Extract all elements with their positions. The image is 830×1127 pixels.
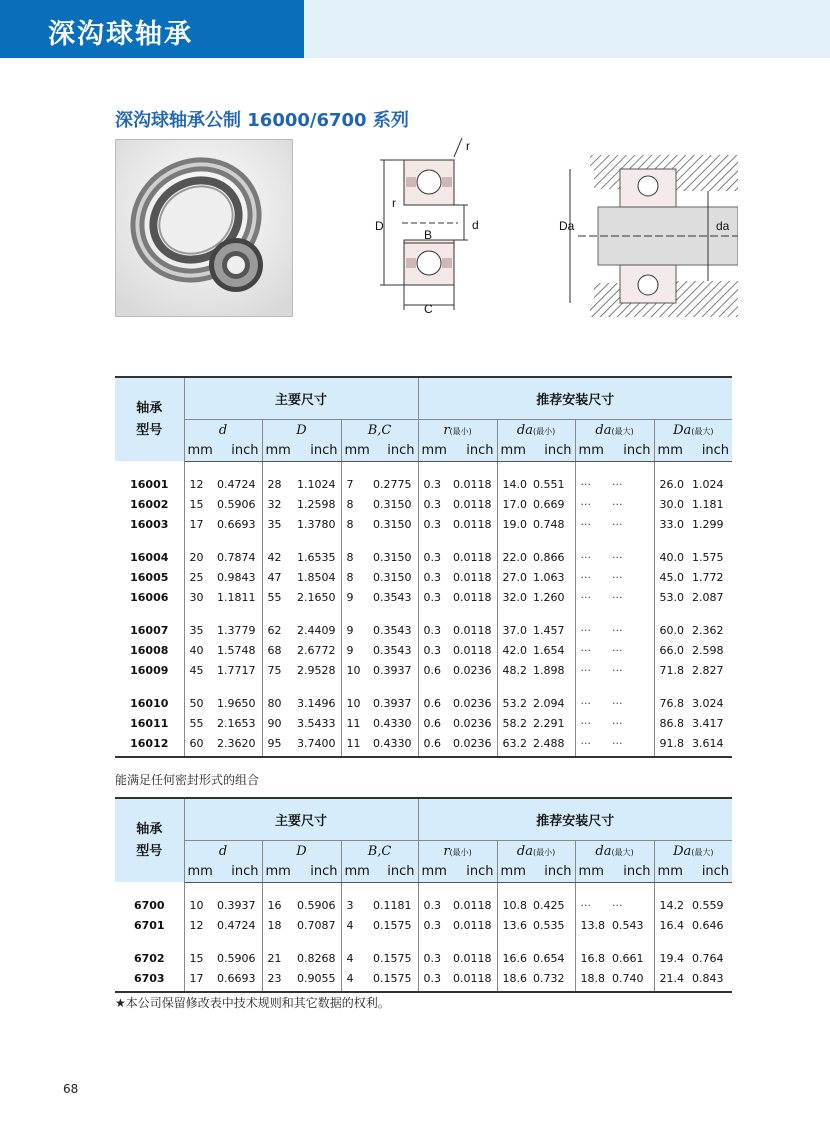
value-cell: 0.5906 bbox=[217, 497, 256, 511]
value-cell: 35 bbox=[189, 623, 204, 637]
table-row bbox=[115, 494, 732, 514]
value-cell: ··· bbox=[575, 733, 607, 753]
value-cell: ··· bbox=[575, 895, 607, 915]
value-cell: 17.0 bbox=[497, 494, 528, 514]
value-cell: 16.6 bbox=[497, 948, 528, 968]
value-cell: 1.260 bbox=[533, 590, 565, 604]
value-cell: 23 bbox=[262, 968, 292, 988]
value-cell: 16.4 bbox=[654, 915, 687, 935]
value-cell: 0.0118 bbox=[453, 951, 492, 965]
value-cell: 1.5748 bbox=[217, 643, 256, 657]
value-cell: 80 bbox=[262, 693, 292, 713]
value-cell: 0.3543 bbox=[373, 590, 412, 604]
copyright-note: ★本公司保留修改表中技术规则和其它数据的权利。 bbox=[115, 996, 390, 1010]
value-cell: 37.0 bbox=[497, 620, 528, 640]
value-cell: 0.2775 bbox=[373, 477, 412, 491]
value-cell: 0.654 bbox=[533, 951, 565, 965]
value-cell: 14.2 bbox=[654, 895, 687, 915]
value-cell: 13.6 bbox=[497, 915, 528, 935]
value-cell: 2.1650 bbox=[297, 590, 336, 604]
model-cell: 16009 bbox=[115, 660, 184, 680]
table-row bbox=[115, 640, 732, 660]
table-row bbox=[115, 474, 732, 494]
label-Da: Da bbox=[559, 219, 575, 233]
value-cell: 12 bbox=[189, 918, 204, 932]
value-cell: ··· bbox=[575, 620, 607, 640]
value-cell: 4 bbox=[341, 968, 368, 988]
value-cell: ··· bbox=[575, 547, 607, 567]
value-cell: 60 bbox=[189, 736, 204, 750]
value-cell: 19.0 bbox=[497, 514, 528, 534]
value-cell: 12 bbox=[189, 477, 204, 491]
value-cell: 0.1575 bbox=[373, 918, 412, 932]
value-cell: 8 bbox=[341, 494, 368, 514]
value-cell: 0.535 bbox=[533, 918, 565, 932]
value-cell: 40 bbox=[189, 643, 204, 657]
value-cell: 0.3 bbox=[418, 895, 448, 915]
value-cell: 0.3 bbox=[418, 620, 448, 640]
value-cell: 50 bbox=[189, 696, 204, 710]
model-cell: 16005 bbox=[115, 567, 184, 587]
value-cell: 2.3620 bbox=[217, 736, 256, 750]
value-cell: 15 bbox=[189, 951, 204, 965]
value-cell: ··· bbox=[575, 587, 607, 607]
value-cell: 2.362 bbox=[692, 623, 724, 637]
value-cell: 0.3 bbox=[418, 494, 448, 514]
value-cell: 0.732 bbox=[533, 971, 565, 985]
page-number: 68 bbox=[63, 1082, 79, 1096]
value-cell: 0.1575 bbox=[373, 971, 412, 985]
value-cell: 1.575 bbox=[692, 550, 724, 564]
value-cell: 2.094 bbox=[533, 696, 565, 710]
value-cell: 1.1811 bbox=[217, 590, 256, 604]
bearing-photo bbox=[115, 139, 293, 317]
main-dims-header: 主要尺寸 bbox=[184, 377, 418, 419]
value-cell: 55 bbox=[189, 716, 204, 730]
value-cell: 53.0 bbox=[654, 587, 687, 607]
value-cell: 14.0 bbox=[497, 474, 528, 494]
value-cell: 27.0 bbox=[497, 567, 528, 587]
value-cell: 0.4724 bbox=[217, 477, 256, 491]
value-cell: 0.6 bbox=[418, 713, 448, 733]
model-cell: 16011 bbox=[115, 713, 184, 733]
value-cell: 0.3150 bbox=[373, 497, 412, 511]
label-d: d bbox=[472, 218, 479, 232]
table-row bbox=[115, 915, 732, 935]
value-cell: 0.9843 bbox=[217, 570, 256, 584]
model-cell: 6701 bbox=[115, 915, 184, 935]
value-cell: 4 bbox=[341, 948, 368, 968]
value-cell: ··· bbox=[612, 550, 623, 564]
value-cell: ··· bbox=[612, 590, 623, 604]
value-cell: 48.2 bbox=[497, 660, 528, 680]
value-cell: 1.654 bbox=[533, 643, 565, 657]
label-B: B bbox=[424, 228, 433, 242]
value-cell: 68 bbox=[262, 640, 292, 660]
model-cell: 6703 bbox=[115, 968, 184, 988]
installation-diagram bbox=[558, 155, 738, 317]
value-cell: ··· bbox=[575, 713, 607, 733]
value-cell: 1.898 bbox=[533, 663, 565, 677]
value-cell: 33.0 bbox=[654, 514, 687, 534]
value-cell: 0.3543 bbox=[373, 623, 412, 637]
value-cell: 0.6693 bbox=[217, 971, 256, 985]
value-cell: 10 bbox=[341, 693, 368, 713]
value-cell: 1.2598 bbox=[297, 497, 336, 511]
value-cell: ··· bbox=[575, 660, 607, 680]
value-cell: 9 bbox=[341, 620, 368, 640]
value-cell: 1.063 bbox=[533, 570, 565, 584]
value-cell: 28 bbox=[262, 474, 292, 494]
value-cell: 25 bbox=[189, 570, 204, 584]
value-cell: 0.3 bbox=[418, 514, 448, 534]
value-cell: 30.0 bbox=[654, 494, 687, 514]
main-dims-header: 主要尺寸 bbox=[184, 798, 418, 840]
value-cell: 0.0118 bbox=[453, 477, 492, 491]
table-row bbox=[115, 713, 732, 733]
model-cell: 16010 bbox=[115, 693, 184, 713]
value-cell: 71.8 bbox=[654, 660, 687, 680]
value-cell: ··· bbox=[612, 643, 623, 657]
value-cell: 26.0 bbox=[654, 474, 687, 494]
label-r-top: r bbox=[466, 139, 470, 153]
value-cell: 1.8504 bbox=[297, 570, 336, 584]
table-row bbox=[115, 968, 732, 988]
value-cell: 17 bbox=[189, 517, 204, 531]
value-cell: 4 bbox=[341, 915, 368, 935]
value-cell: 0.764 bbox=[692, 951, 724, 965]
value-cell: 42.0 bbox=[497, 640, 528, 660]
value-cell: 1.457 bbox=[533, 623, 565, 637]
value-cell: 1.024 bbox=[692, 477, 724, 491]
value-cell: 0.6 bbox=[418, 693, 448, 713]
value-cell: 0.843 bbox=[692, 971, 724, 985]
value-cell: 0.559 bbox=[692, 898, 724, 912]
value-cell: 2.4409 bbox=[297, 623, 336, 637]
value-cell: 42 bbox=[262, 547, 292, 567]
model-cell: 16007 bbox=[115, 620, 184, 640]
value-cell: 76.8 bbox=[654, 693, 687, 713]
value-cell: 0.6693 bbox=[217, 517, 256, 531]
value-cell: 0.0118 bbox=[453, 590, 492, 604]
value-cell: 2.6772 bbox=[297, 643, 336, 657]
value-cell: 0.0118 bbox=[453, 623, 492, 637]
value-cell: 0.0118 bbox=[453, 918, 492, 932]
table-row bbox=[115, 693, 732, 713]
value-cell: 0.3 bbox=[418, 474, 448, 494]
value-cell: 0.0118 bbox=[453, 643, 492, 657]
value-cell: 91.8 bbox=[654, 733, 687, 753]
label-r-side: r bbox=[392, 196, 396, 210]
value-cell: 21.4 bbox=[654, 968, 687, 988]
value-cell: 75 bbox=[262, 660, 292, 680]
value-cell: 10 bbox=[189, 898, 204, 912]
table-row bbox=[115, 948, 732, 968]
value-cell: 35 bbox=[262, 514, 292, 534]
value-cell: 0.3 bbox=[418, 547, 448, 567]
value-cell: 1.181 bbox=[692, 497, 724, 511]
table-row bbox=[115, 587, 732, 607]
value-cell: 18.8 bbox=[575, 968, 607, 988]
value-cell: 47 bbox=[262, 567, 292, 587]
value-cell: 2.827 bbox=[692, 663, 724, 677]
value-cell: ··· bbox=[612, 898, 623, 912]
value-cell: ··· bbox=[575, 494, 607, 514]
value-cell: 16.8 bbox=[575, 948, 607, 968]
bearing-table-16000: 轴承 型号 主要尺寸 推荐安装尺寸 d D B,C r(最小) da(最小) da(最大) Da(最大) mm inch mm inch mm inch mm inch mm inch mm inch mm inch 16001 12 0.4724 28 1.1024 7 0.2775 0.3 0.0118 14.0 0.551 ··· ··· 26.0 1.024 16002 15 0.5906 32 1.2598 8 0.3150 0.3 0.0118 17.0 0.669 ··· ··· 30.0 1.181 16003 17 0.6693 35 1.3780 8 0.3150 0.3 0.0118 19.0 0.748 ··· ··· 33.0 1.299 16004 20 0.7874 42 1.6535 8 0.3150 0.3 0.0118 22.0 0.866 ··· ··· 40.0 1.575 16005 25 0.9843 47 1.8504 8 0.3150 0.3 0.0118 27.0 1.063 ··· ··· 45.0 1.772 16006 30 1.1811 55 2.1650 9 0.3543 0.3 0.0118 32.0 1.260 ··· ··· 53.0 2.087 16007 35 1.3779 62 2.4409 9 0.3543 0.3 0.0118 37.0 1.457 ··· ··· 60.0 2.362 16008 40 1.5748 68 2.6772 9 0.3543 0.3 0.0118 42.0 1.654 ··· ··· 66.0 2.598 16009 45 1.7717 75 2.9528 10 0.3937 0.6 0.0236 48.2 1.898 ··· ··· 71.8 2.827 16010 50 1.9650 80 3.1496 10 0.3937 0.6 0.0236 53.2 2.094 ··· ··· 76.8 3.024 16011 55 2.1653 90 3.5433 11 0.4330 0.6 0.0236 58.2 2.291 ··· ··· 86.8 3.417 16012 60 2.3620 95 3.7400 11 0.4330 0.6 0.0236 63.2 2.488 ··· ··· 91.8 3.614 bbox=[115, 376, 732, 758]
value-cell: 11 bbox=[341, 733, 368, 753]
value-cell: 0.3 bbox=[418, 587, 448, 607]
value-cell: 8 bbox=[341, 547, 368, 567]
value-cell: 0.1181 bbox=[373, 898, 412, 912]
value-cell: 8 bbox=[341, 514, 368, 534]
value-cell: 0.4330 bbox=[373, 736, 412, 750]
value-cell: 0.425 bbox=[533, 898, 565, 912]
value-cell: ··· bbox=[612, 736, 623, 750]
value-cell: 1.6535 bbox=[297, 550, 336, 564]
value-cell: 0.0118 bbox=[453, 898, 492, 912]
value-cell: 1.3780 bbox=[297, 517, 336, 531]
value-cell: 0.543 bbox=[612, 918, 644, 932]
value-cell: 17 bbox=[189, 971, 204, 985]
value-cell: 3.024 bbox=[692, 696, 724, 710]
value-cell: 0.748 bbox=[533, 517, 565, 531]
value-cell: 0.3937 bbox=[217, 898, 256, 912]
value-cell: 0.3150 bbox=[373, 570, 412, 584]
label-D: D bbox=[375, 219, 384, 233]
value-cell: 32 bbox=[262, 494, 292, 514]
value-cell: 30 bbox=[189, 590, 204, 604]
value-cell: 16 bbox=[262, 895, 292, 915]
value-cell: 1.7717 bbox=[217, 663, 256, 677]
value-cell: 2.9528 bbox=[297, 663, 336, 677]
value-cell: ··· bbox=[612, 517, 623, 531]
value-cell: 95 bbox=[262, 733, 292, 753]
model-cell: 16006 bbox=[115, 587, 184, 607]
model-cell: 16012 bbox=[115, 733, 184, 753]
value-cell: 18 bbox=[262, 915, 292, 935]
model-cell: 16002 bbox=[115, 494, 184, 514]
table-row bbox=[115, 567, 732, 587]
value-cell: ··· bbox=[575, 567, 607, 587]
value-cell: 3.7400 bbox=[297, 736, 336, 750]
value-cell: 1.3779 bbox=[217, 623, 256, 637]
value-cell: 0.0118 bbox=[453, 570, 492, 584]
label-da: da bbox=[716, 219, 730, 233]
value-cell: 3.1496 bbox=[297, 696, 336, 710]
value-cell: 0.551 bbox=[533, 477, 565, 491]
value-cell: 9 bbox=[341, 587, 368, 607]
value-cell: 8 bbox=[341, 567, 368, 587]
value-cell: 0.3 bbox=[418, 948, 448, 968]
value-cell: 62 bbox=[262, 620, 292, 640]
value-cell: 55 bbox=[262, 587, 292, 607]
value-cell: ··· bbox=[612, 477, 623, 491]
value-cell: 86.8 bbox=[654, 713, 687, 733]
value-cell: 0.0236 bbox=[453, 716, 492, 730]
value-cell: 40.0 bbox=[654, 547, 687, 567]
value-cell: 3.417 bbox=[692, 716, 724, 730]
value-cell: 0.0118 bbox=[453, 517, 492, 531]
page-header-title: 深沟球轴承 bbox=[48, 19, 193, 50]
value-cell: 20 bbox=[189, 550, 204, 564]
value-cell: 0.9055 bbox=[297, 971, 336, 985]
value-cell: 0.8268 bbox=[297, 951, 336, 965]
value-cell: ··· bbox=[612, 663, 623, 677]
value-cell: 90 bbox=[262, 713, 292, 733]
value-cell: 0.6 bbox=[418, 733, 448, 753]
value-cell: 10 bbox=[341, 660, 368, 680]
value-cell: 19.4 bbox=[654, 948, 687, 968]
value-cell: 60.0 bbox=[654, 620, 687, 640]
model-cell: 6702 bbox=[115, 948, 184, 968]
value-cell: 2.291 bbox=[533, 716, 565, 730]
value-cell: 0.740 bbox=[612, 971, 644, 985]
bearing-section-diagram bbox=[372, 135, 492, 320]
value-cell: 0.4724 bbox=[217, 918, 256, 932]
value-cell: 0.0236 bbox=[453, 736, 492, 750]
value-cell: 0.3150 bbox=[373, 517, 412, 531]
value-cell: 1.1024 bbox=[297, 477, 336, 491]
value-cell: ··· bbox=[575, 514, 607, 534]
value-cell: ··· bbox=[575, 693, 607, 713]
value-cell: 0.1575 bbox=[373, 951, 412, 965]
model-header: 轴承 型号 bbox=[115, 798, 184, 882]
value-cell: 0.0236 bbox=[453, 663, 492, 677]
value-cell: 18.6 bbox=[497, 968, 528, 988]
value-cell: 0.669 bbox=[533, 497, 565, 511]
table-row bbox=[115, 514, 732, 534]
value-cell: 2.598 bbox=[692, 643, 724, 657]
value-cell: 2.488 bbox=[533, 736, 565, 750]
value-cell: 45.0 bbox=[654, 567, 687, 587]
value-cell: 63.2 bbox=[497, 733, 528, 753]
value-cell: 0.0118 bbox=[453, 550, 492, 564]
value-cell: 0.3 bbox=[418, 640, 448, 660]
model-cell: 16003 bbox=[115, 514, 184, 534]
value-cell: 7 bbox=[341, 474, 368, 494]
value-cell: 22.0 bbox=[497, 547, 528, 567]
value-cell: 2.1653 bbox=[217, 716, 256, 730]
value-cell: 15 bbox=[189, 497, 204, 511]
value-cell: 13.8 bbox=[575, 915, 607, 935]
value-cell: ··· bbox=[612, 623, 623, 637]
value-cell: 0.5906 bbox=[217, 951, 256, 965]
model-cell: 6700 bbox=[115, 895, 184, 915]
value-cell: 0.3937 bbox=[373, 696, 412, 710]
value-cell: 1.299 bbox=[692, 517, 724, 531]
bearing-table-6700: 轴承 型号 主要尺寸 推荐安装尺寸 d D B,C r(最小) da(最小) da(最大) Da(最大) mm inch mm inch mm inch mm inch mm inch mm inch mm inch 6700 10 0.3937 16 0.5906 3 0.1181 0.3 0.0118 10.8 0.425 ··· ··· 14.2 0.559 6701 12 0.4724 18 0.7087 4 0.1575 0.3 0.0118 13.6 0.535 13.8 0.543 16.4 0.646 6702 15 0.5906 21 0.8268 4 0.1575 0.3 0.0118 16.6 0.654 16.8 0.661 19.4 0.764 6703 17 0.6693 23 0.9055 4 0.1575 0.3 0.0118 18.6 0.732 18.8 0.740 21.4 0.843 bbox=[115, 797, 732, 993]
value-cell: ··· bbox=[612, 716, 623, 730]
table-row bbox=[115, 660, 732, 680]
value-cell: 0.6 bbox=[418, 660, 448, 680]
value-cell: 0.646 bbox=[692, 918, 724, 932]
value-cell: 21 bbox=[262, 948, 292, 968]
value-cell: 0.3 bbox=[418, 567, 448, 587]
value-cell: 0.0118 bbox=[453, 971, 492, 985]
value-cell: 0.7087 bbox=[297, 918, 336, 932]
value-cell: 0.0118 bbox=[453, 497, 492, 511]
value-cell: 53.2 bbox=[497, 693, 528, 713]
value-cell: 3 bbox=[341, 895, 368, 915]
model-cell: 16008 bbox=[115, 640, 184, 660]
value-cell: 66.0 bbox=[654, 640, 687, 660]
value-cell: 1.772 bbox=[692, 570, 724, 584]
value-cell: ··· bbox=[575, 640, 607, 660]
value-cell: 10.8 bbox=[497, 895, 528, 915]
header-tab bbox=[0, 0, 304, 58]
section-title: 深沟球轴承公制 16000/6700 系列 bbox=[115, 110, 409, 131]
value-cell: ··· bbox=[612, 497, 623, 511]
value-cell: ··· bbox=[575, 474, 607, 494]
value-cell: 0.0236 bbox=[453, 696, 492, 710]
install-dims-header: 推荐安装尺寸 bbox=[418, 798, 732, 840]
model-cell: 16001 bbox=[115, 474, 184, 494]
label-C: C bbox=[424, 302, 433, 316]
value-cell: 9 bbox=[341, 640, 368, 660]
table-row bbox=[115, 733, 732, 753]
value-cell: 0.3543 bbox=[373, 643, 412, 657]
value-cell: 0.4330 bbox=[373, 716, 412, 730]
value-cell: 0.7874 bbox=[217, 550, 256, 564]
install-dims-header: 推荐安装尺寸 bbox=[418, 377, 732, 419]
value-cell: 1.9650 bbox=[217, 696, 256, 710]
value-cell: 0.3150 bbox=[373, 550, 412, 564]
table-row bbox=[115, 620, 732, 640]
value-cell: 0.3 bbox=[418, 915, 448, 935]
value-cell: 45 bbox=[189, 663, 204, 677]
value-cell: 0.661 bbox=[612, 951, 644, 965]
value-cell: 2.087 bbox=[692, 590, 724, 604]
value-cell: 32.0 bbox=[497, 587, 528, 607]
table-row bbox=[115, 547, 732, 567]
note-seal-combination: 能满足任何密封形式的组合 bbox=[115, 773, 260, 787]
model-cell: 16004 bbox=[115, 547, 184, 567]
value-cell: 11 bbox=[341, 713, 368, 733]
table-row bbox=[115, 895, 732, 915]
value-cell: ··· bbox=[612, 696, 623, 710]
value-cell: 0.3937 bbox=[373, 663, 412, 677]
value-cell: 0.5906 bbox=[297, 898, 336, 912]
value-cell: 58.2 bbox=[497, 713, 528, 733]
value-cell: 3.5433 bbox=[297, 716, 336, 730]
value-cell: 0.866 bbox=[533, 550, 565, 564]
value-cell: ··· bbox=[612, 570, 623, 584]
value-cell: 3.614 bbox=[692, 736, 724, 750]
value-cell: 0.3 bbox=[418, 968, 448, 988]
model-header: 轴承 型号 bbox=[115, 377, 184, 461]
